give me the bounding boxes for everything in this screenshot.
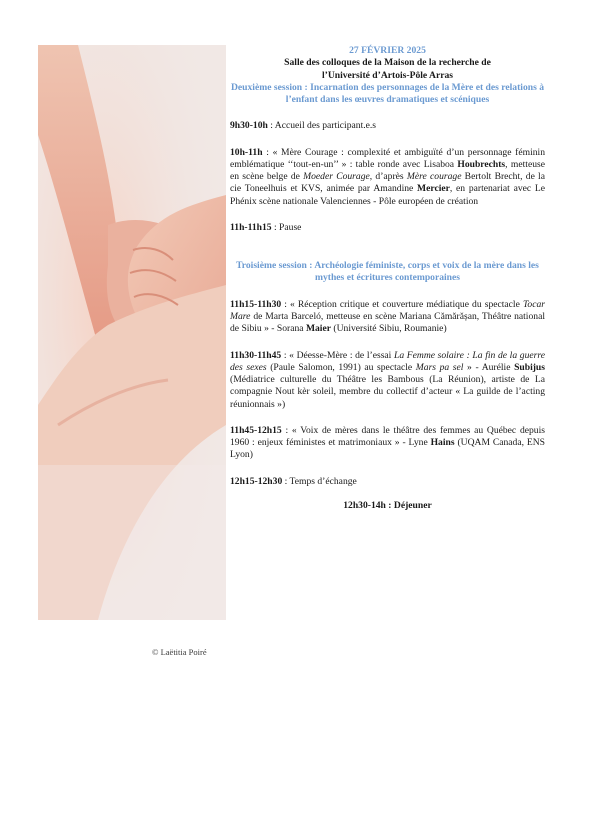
venue-line-2: l’Université d’Artois-Pôle Arras	[321, 69, 454, 81]
work-title: La Femme solaire : La fin de la guerre des sexes	[230, 349, 545, 373]
item-text: (Médiatrice culturelle du Théâtre les Bambous (La Réunion), artiste de La compagnie Nout kèr soleil, membre du collectif d’acteur « La guilde de l’acting réunionnais »)	[230, 374, 545, 410]
program-item-1230	[230, 500, 545, 512]
speaker-name: Subijus	[514, 361, 545, 373]
item-text: : Déjeuner	[385, 499, 432, 511]
item-text: : « Réception critique et couverture médiatique du spectacle	[281, 298, 523, 310]
item-text: , en partenariat avec Le Phénix scène nationale Valenciennes - Pôle européen de création	[230, 183, 546, 207]
program-item-1215	[230, 476, 545, 488]
program-item-1145	[230, 425, 545, 462]
item-text: (Université Sibiu, Roumanie)	[331, 323, 447, 335]
program-item-1115	[230, 299, 545, 336]
item-text: (UQAM Canada, ENS Lyon)	[230, 437, 545, 461]
item-time: 11h45-12h15	[230, 424, 282, 436]
program-item-1000	[230, 147, 545, 208]
work-title: Mère courage	[406, 171, 462, 183]
event-date: 27 FÉVRIER 2025	[349, 45, 426, 56]
item-time: 11h-11h15	[230, 221, 272, 233]
session-2-title: Deuxième session : Incarnation des personnages de la Mère et des relations à l’enfant dans les œuvres dramatiques et scéniques	[230, 81, 545, 106]
item-time: 11h15-11h30	[230, 298, 282, 310]
item-text: de Marta Barceló, metteuse en scène Mariana Cămărășan, Théâtre national de Sibiu » - Sorana	[230, 310, 545, 335]
item-text: » - Aurélie	[463, 361, 515, 373]
program-item-0930	[230, 120, 545, 132]
item-time: 12h30-14h	[343, 499, 386, 511]
venue-line-1: Salle des colloques de la Maison de la recherche de	[284, 57, 491, 69]
program-item-1130	[230, 350, 545, 411]
item-time: 11h30-11h45	[230, 349, 282, 361]
speaker-name: Mercier	[417, 183, 450, 195]
session-3-title: Troisième session : Archéologie féministe, corps et voix de la mère dans les mythes et écritures contemporaines	[236, 260, 539, 284]
item-text: (Paule Salomon, 1991) au spectacle	[266, 361, 416, 373]
speaker-name: Maier	[305, 323, 331, 335]
work-title: Moeder Courage	[303, 171, 370, 183]
item-text: , metteuse en scène belge de	[230, 158, 545, 183]
item-text: : « Voix de mères dans le théâtre des femmes au Québec depuis 1960 : enjeux féministes et matrimoniaux » - Lyne	[230, 424, 545, 449]
item-text: : « Déesse-Mère : de l’essai	[281, 349, 394, 361]
item-text: Bertolt Brecht, de la cie Toneelhuis et KVS, animée par Amandine	[230, 171, 545, 195]
hands-icon	[38, 45, 226, 620]
speaker-name: Hains	[430, 437, 455, 449]
program-item-1100	[230, 222, 545, 234]
work-title: Tocar Mare	[230, 298, 545, 322]
item-text: : « Mère Courage : complexité et ambiguïté d’un personnage féminin emblématique ‘‘tout-en-un’’ » : table ronde avec Lisaboa	[230, 146, 545, 170]
item-text: : Pause	[271, 221, 302, 233]
program-content	[230, 45, 545, 512]
work-title: Mars pa sel	[415, 361, 464, 373]
item-time: 10h-11h	[230, 146, 263, 158]
item-text: : Temps d’échange	[282, 475, 357, 487]
item-text: , d’après	[369, 171, 407, 183]
item-time: 12h15-12h30	[230, 475, 283, 487]
photo-credit: © Laëtitia Poiré	[152, 647, 207, 657]
item-time: 9h30-10h	[230, 120, 268, 132]
speaker-name: Houbrechts	[457, 158, 506, 170]
item-text: : Accueil des participant.e.s	[267, 120, 377, 132]
hands-photo	[38, 45, 226, 657]
